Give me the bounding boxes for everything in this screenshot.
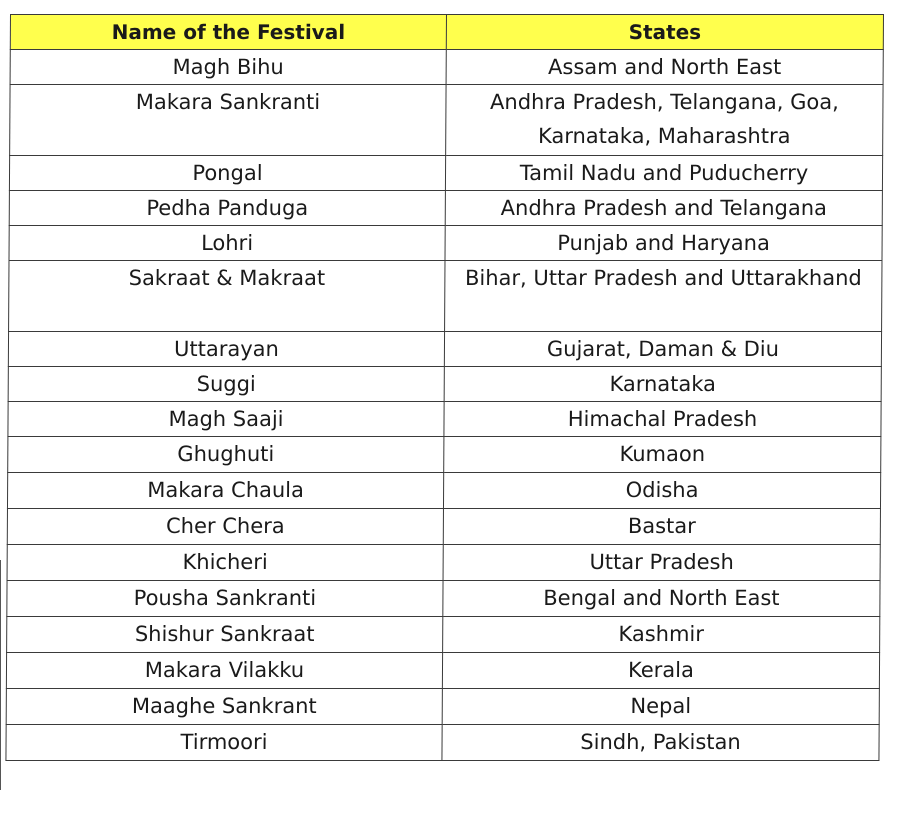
festival-cell: Suggi bbox=[8, 367, 444, 402]
festival-cell: Lohri bbox=[9, 226, 445, 261]
states-cell: Bengal and North East bbox=[443, 581, 880, 617]
table-row bbox=[8, 332, 881, 367]
states-cell: Kumaon bbox=[444, 437, 881, 473]
table-row bbox=[7, 509, 880, 545]
table-row bbox=[6, 689, 879, 725]
table-row bbox=[10, 50, 883, 85]
table-row bbox=[9, 191, 882, 226]
table-row bbox=[7, 581, 880, 617]
table-row bbox=[7, 545, 880, 581]
festival-cell: Makara Sankranti bbox=[10, 85, 446, 156]
states-cell: Bastar bbox=[443, 509, 880, 545]
festival-cell: Khicheri bbox=[7, 545, 443, 581]
table-row bbox=[8, 367, 881, 402]
festival-cell: Pousha Sankranti bbox=[7, 581, 443, 617]
table-row bbox=[9, 226, 882, 261]
page-edge-line bbox=[0, 560, 1, 790]
states-cell: Gujarat, Daman & Diu bbox=[444, 332, 881, 367]
table-row bbox=[7, 617, 880, 653]
festival-cell: Magh Saaji bbox=[8, 402, 444, 437]
states-cell: Uttar Pradesh bbox=[443, 545, 880, 581]
festival-cell: Makara Vilakku bbox=[6, 653, 442, 689]
table-row bbox=[9, 261, 882, 332]
table-row bbox=[9, 156, 882, 191]
table-row bbox=[6, 653, 879, 689]
header-states: States bbox=[446, 15, 883, 50]
festival-cell: Makara Chaula bbox=[7, 473, 443, 509]
header-festival-name: Name of the Festival bbox=[10, 15, 446, 50]
states-cell: Odisha bbox=[443, 473, 880, 509]
states-cell: Tamil Nadu and Puducherry bbox=[445, 156, 882, 191]
states-cell: Kerala bbox=[442, 653, 879, 689]
states-cell: Karnataka bbox=[444, 367, 881, 402]
states-cell: Sindh, Pakistan bbox=[442, 725, 879, 761]
festival-cell: Ghughuti bbox=[8, 437, 444, 473]
table-row bbox=[7, 473, 880, 509]
festival-table bbox=[5, 14, 884, 761]
table-row bbox=[10, 85, 883, 156]
states-cell: Bihar, Uttar Pradesh and Uttarakhand bbox=[445, 261, 882, 332]
table-row bbox=[8, 402, 881, 437]
festival-cell: Shishur Sankraat bbox=[7, 617, 443, 653]
table-row bbox=[8, 437, 881, 473]
table-header-row bbox=[10, 15, 883, 50]
table-row bbox=[6, 725, 879, 761]
festival-cell: Sakraat & Makraat bbox=[9, 261, 445, 332]
states-cell: Andhra Pradesh, Telangana, Goa, Karnataka, Maharashtra bbox=[446, 85, 883, 156]
states-cell: Assam and North East bbox=[446, 50, 883, 85]
festival-cell: Cher Chera bbox=[7, 509, 443, 545]
states-cell: Nepal bbox=[442, 689, 879, 725]
states-cell: Himachal Pradesh bbox=[444, 402, 881, 437]
festival-cell: Pongal bbox=[9, 156, 445, 191]
states-cell: Kashmir bbox=[443, 617, 880, 653]
festival-cell: Maaghe Sankrant bbox=[6, 689, 442, 725]
festival-cell: Tirmoori bbox=[6, 725, 442, 761]
states-cell: Andhra Pradesh and Telangana bbox=[445, 191, 882, 226]
festival-cell: Magh Bihu bbox=[10, 50, 446, 85]
festival-cell: Pedha Panduga bbox=[9, 191, 445, 226]
states-cell: Punjab and Haryana bbox=[445, 226, 882, 261]
festival-cell: Uttarayan bbox=[8, 332, 444, 367]
